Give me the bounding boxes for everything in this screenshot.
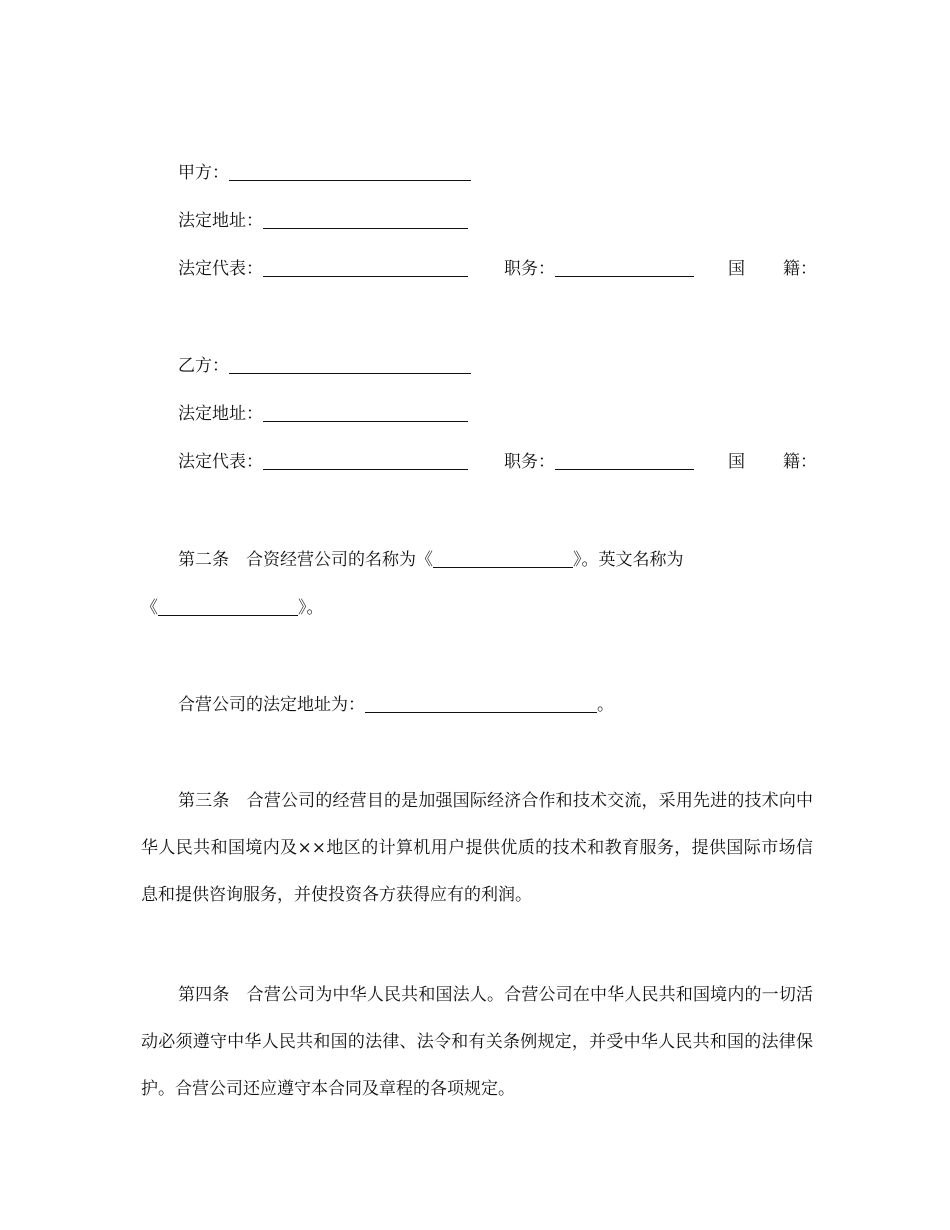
article-2-middle: 》。英文名称为 — [573, 550, 684, 570]
party-b-rep-blank — [263, 452, 468, 470]
party-a-position-blank — [555, 259, 694, 277]
party-b-position-line — [504, 450, 694, 474]
article-2-prefix: 第二条 合资经营公司的名称为《 — [178, 550, 433, 570]
company-name-blank — [433, 550, 573, 568]
party-a-position-label: 职务： — [504, 259, 555, 279]
article-2-close-bracket: 》。 — [298, 598, 324, 618]
party-a-name-label: 甲方： — [178, 163, 229, 183]
legal-address-blank — [365, 695, 597, 713]
party-a-address-line — [178, 209, 468, 233]
party-a-rep-blank — [263, 259, 468, 277]
party-a-rep-label: 法定代表： — [178, 259, 263, 279]
article-2-open-bracket: 《 — [141, 598, 158, 618]
party-a-nationality-char2: 籍： — [783, 259, 817, 279]
party-a-address-blank — [263, 211, 468, 229]
party-b-position-label: 职务： — [504, 452, 555, 472]
party-b-nationality-char1: 国 — [728, 452, 745, 472]
party-b-nationality-char2: 籍： — [783, 452, 817, 472]
party-b-name-line — [178, 354, 471, 378]
party-a-name-blank — [229, 163, 471, 181]
legal-address-prefix: 合营公司的法定地址为： — [178, 695, 365, 715]
article-2-line-2 — [141, 596, 324, 620]
party-b-address-label: 法定地址： — [178, 404, 263, 424]
english-name-blank — [158, 598, 298, 616]
party-a-rep-line — [178, 257, 468, 281]
article-2-line-1 — [178, 548, 684, 572]
party-b-name-blank — [229, 356, 471, 374]
party-a-position-line — [504, 257, 694, 281]
party-b-address-blank — [263, 404, 468, 422]
party-b-position-blank — [555, 452, 694, 470]
party-a-nationality-char1: 国 — [728, 259, 745, 279]
party-b-rep-label: 法定代表： — [178, 452, 263, 472]
party-a-address-label: 法定地址： — [178, 211, 263, 231]
party-b-rep-line — [178, 450, 468, 474]
party-b-name-label: 乙方： — [178, 356, 229, 376]
party-b-address-line — [178, 402, 468, 426]
article-3-paragraph: 第三条 合营公司的经营目的是加强国际经济合作和技术交流，采用先进的技术向中华人民共和国境内及××地区的计算机用户提供优质的技术和教育服务，提供国际市场信息和提供咨询服务，并使投资各方获得应有的利润。 — [141, 791, 813, 905]
legal-address-line — [178, 693, 614, 717]
legal-address-suffix: 。 — [597, 695, 614, 715]
article-4-paragraph: 第四条 合营公司为中华人民共和国法人。合营公司在中华人民共和国境内的一切活动必须遵守中华人民共和国的法律、法令和有关条例规定，并受中华人民共和国的法律保护。合营公司还应遵守本合同及章程的各项规定。 — [141, 985, 813, 1099]
party-a-name-line — [178, 161, 471, 185]
